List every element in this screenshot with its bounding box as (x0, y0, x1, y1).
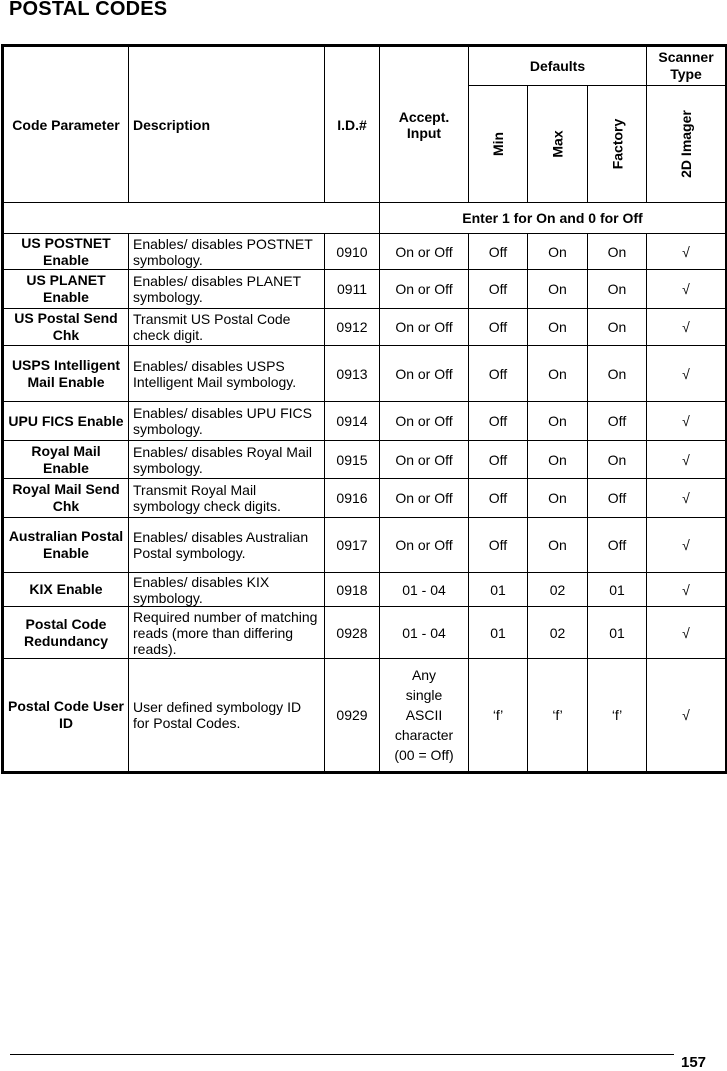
accept-input: On or Off (380, 270, 469, 309)
id-number: 0912 (325, 309, 380, 346)
default-min: Off (469, 479, 528, 518)
default-max: On (528, 402, 588, 441)
default-min: Off (469, 234, 528, 270)
header-code-parameter: Code Parameter (3, 46, 129, 203)
id-number: 0914 (325, 402, 380, 441)
header-max (528, 86, 588, 203)
id-number: 0928 (325, 607, 380, 659)
default-factory: On (588, 441, 647, 479)
accept-input-line: ASCII (405, 707, 443, 723)
enter-note: Enter 1 for On and 0 for Off (380, 203, 727, 234)
description: Enables/ disables Australian Postal symbology. (129, 518, 325, 573)
default-max: ‘f’ (528, 659, 588, 773)
table-row (3, 659, 727, 773)
description: Enables/ disables Royal Mail symbology. (129, 441, 325, 479)
table-row (3, 607, 727, 659)
id-number: 0913 (325, 346, 380, 402)
default-factory: On (588, 309, 647, 346)
table-row (3, 402, 727, 441)
imager-check: √ (647, 659, 727, 773)
accept-input: On or Off (380, 234, 469, 270)
default-factory: On (588, 234, 647, 270)
page-number: 157 (681, 1054, 707, 1071)
default-min: 01 (469, 573, 528, 607)
header-factory (588, 86, 647, 203)
default-max: 02 (528, 573, 588, 607)
header-scanner-type: Scanner Type (647, 46, 727, 86)
code-parameter: Royal Mail Send Chk (3, 479, 129, 518)
description: Transmit US Postal Code check digit. (129, 309, 325, 346)
default-max: 02 (528, 607, 588, 659)
description: Enables/ disables PLANET symbology. (129, 270, 325, 309)
default-min: Off (469, 346, 528, 402)
accept-input: 01 - 04 (380, 607, 469, 659)
header-description: Description (129, 46, 325, 203)
accept-input: On or Off (380, 518, 469, 573)
imager-check: √ (647, 518, 727, 573)
imager-check: √ (647, 441, 727, 479)
code-parameter: Royal Mail Enable (3, 441, 129, 479)
code-parameter: Postal Code User ID (3, 659, 129, 773)
header-imager-label: 2D Imager (678, 110, 695, 178)
accept-input: On or Off (380, 309, 469, 346)
table-row (3, 573, 727, 607)
default-min: Off (469, 270, 528, 309)
default-max: On (528, 234, 588, 270)
description: Enables/ disables USPS Intelligent Mail symbology. (129, 346, 325, 402)
imager-check: √ (647, 309, 727, 346)
code-parameter: Australian Postal Enable (3, 518, 129, 573)
header-id: I.D.# (325, 46, 380, 203)
default-min: Off (469, 402, 528, 441)
table-row (3, 479, 727, 518)
table-row (3, 441, 727, 479)
accept-input: On or Off (380, 479, 469, 518)
default-factory: On (588, 270, 647, 309)
default-min: Off (469, 518, 528, 573)
header-imager (647, 86, 727, 203)
accept-input: 01 - 04 (380, 573, 469, 607)
default-min: 01 (469, 607, 528, 659)
accept-input: On or Off (380, 441, 469, 479)
imager-check: √ (647, 270, 727, 309)
header-accept-input: Accept. Input (380, 46, 469, 203)
description: Enables/ disables KIX symbology. (129, 573, 325, 607)
footer-divider (10, 1054, 674, 1055)
header-min (469, 86, 528, 203)
id-number: 0917 (325, 518, 380, 573)
default-factory: ‘f’ (588, 659, 647, 773)
id-number: 0910 (325, 234, 380, 270)
id-number: 0918 (325, 573, 380, 607)
default-max: On (528, 346, 588, 402)
header-defaults: Defaults (469, 46, 647, 86)
default-max: On (528, 309, 588, 346)
default-factory: On (588, 346, 647, 402)
imager-check: √ (647, 573, 727, 607)
description: Enables/ disables POSTNET symbology. (129, 234, 325, 270)
accept-input-line: Any (411, 667, 437, 683)
enter-note-row (3, 203, 727, 234)
code-parameter: USPS Intelligent Mail Enable (3, 346, 129, 402)
imager-check: √ (647, 346, 727, 402)
postal-codes-table (1, 44, 727, 774)
id-number: 0916 (325, 479, 380, 518)
default-factory: Off (588, 402, 647, 441)
default-min: Off (469, 441, 528, 479)
description: Required number of matching reads (more than differing reads). (129, 607, 325, 659)
default-factory: Off (588, 479, 647, 518)
id-number: 0911 (325, 270, 380, 309)
accept-input (380, 659, 469, 773)
accept-input: On or Off (380, 402, 469, 441)
default-max: On (528, 479, 588, 518)
table-row (3, 346, 727, 402)
header-min-label: Min (489, 131, 506, 157)
imager-check: √ (647, 402, 727, 441)
description: Enables/ disables UPU FICS symbology. (129, 402, 325, 441)
default-max: On (528, 441, 588, 479)
default-min: ‘f’ (469, 659, 528, 773)
accept-input: On or Off (380, 346, 469, 402)
default-factory: 01 (588, 607, 647, 659)
accept-input-line: character (394, 727, 454, 743)
enter-note-spacer (3, 203, 380, 234)
header-factory-label: Factory (609, 118, 626, 170)
id-number: 0915 (325, 441, 380, 479)
default-factory: 01 (588, 573, 647, 607)
default-min: Off (469, 309, 528, 346)
imager-check: √ (647, 234, 727, 270)
default-max: On (528, 518, 588, 573)
code-parameter: KIX Enable (3, 573, 129, 607)
code-parameter: US PLANET Enable (3, 270, 129, 309)
table-row (3, 234, 727, 270)
code-parameter: Postal Code Redundancy (3, 607, 129, 659)
imager-check: √ (647, 479, 727, 518)
table-row (3, 518, 727, 573)
accept-input-line: single (405, 687, 443, 703)
accept-input-line: (00 = Off) (394, 747, 454, 763)
header-max-label: Max (549, 130, 566, 158)
code-parameter: UPU FICS Enable (3, 402, 129, 441)
id-number: 0929 (325, 659, 380, 773)
page-title: POSTAL CODES (9, 0, 168, 20)
description: User defined symbology ID for Postal Codes. (129, 659, 325, 773)
table-row (3, 270, 727, 309)
default-max: On (528, 270, 588, 309)
default-factory: Off (588, 518, 647, 573)
imager-check: √ (647, 607, 727, 659)
code-parameter: US Postal Send Chk (3, 309, 129, 346)
table-row (3, 309, 727, 346)
code-parameter: US POSTNET Enable (3, 234, 129, 270)
description: Transmit Royal Mail symbology check digits. (129, 479, 325, 518)
